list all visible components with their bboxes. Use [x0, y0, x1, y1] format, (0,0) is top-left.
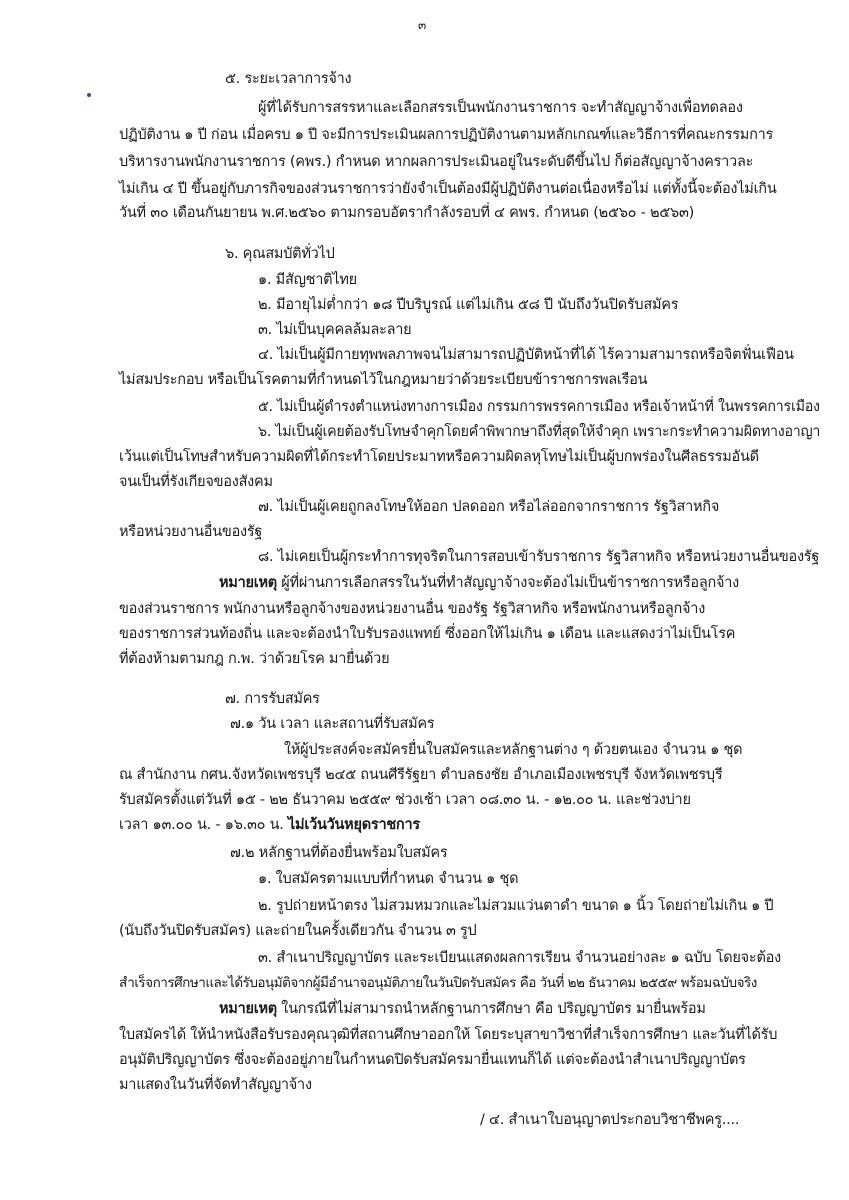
note-label: หมายเหตุ [219, 575, 277, 591]
section-6-item: ๑. มีสัญชาติไทย [258, 272, 357, 288]
margin-dot [87, 93, 91, 97]
section-6-item: หรือหน่วยงานอื่นของรัฐ [119, 524, 263, 540]
section-5-line: ปฏิบัติงาน ๑ ปี ก่อน เมื่อครบ ๑ ปี จะมีการประเมินผลการปฏิบัติงานตามหลักเกณฑ์และวิธีการที่คณะกรรมการ [119, 127, 774, 143]
section-7-note-line: อนุมัติปริญญาบัตร ซึ่งจะต้องอยู่ภายในกำหนดปิดรับสมัครมายื่นแทนก็ได้ แต่จะต้องนำสำเนาปริญญาบัตร [119, 1052, 746, 1068]
section-7-2-item: (นับถึงวันปิดรับสมัคร) และถ่ายในครั้งเดียวกัน จำนวน ๓ รูป [119, 923, 477, 939]
section-7-note-line: มาแสดงในวันที่จัดทำสัญญาจ้าง [119, 1077, 312, 1093]
section-6-item: ๖. ไม่เป็นผู้เคยต้องรับโทษจำคุกโดยคำพิพากษาถึงที่สุดให้จำคุก เพราะกระทำความผิดทางอาญา [258, 424, 821, 440]
section-7-1-line: ให้ผู้ประสงค์จะสมัครยื่นใบสมัครและหลักฐานต่าง ๆ ด้วยตนเอง จำนวน ๑ ชุด [284, 742, 743, 758]
section-6-note [219, 573, 739, 593]
office-hours-text: เวลา ๑๓.๐๐ น. - ๑๖.๓๐ น. [119, 817, 289, 833]
section-7-2-item: ๑. ใบสมัครตามแบบที่กำหนด จำนวน ๑ ชุด [258, 871, 519, 887]
section-6-item: เว้นแต่เป็นโทษสำหรับความผิดที่ได้กระทำโดยประมาทหรือความผิดลหุโทษไม่เป็นผู้บกพร่องในศีลธรรมอันดี [119, 449, 759, 465]
section-5-line: บริหารงานพนักงานราชการ (คพร.) กำหนด หากผลการประเมินอยู่ในระดับดีขึ้นไป ก็ต่อสัญญาจ้างคราวละ [119, 154, 754, 170]
note-text: ผู้ที่ผ่านการเลือกสรรในวันที่ทำสัญญาจ้างจะต้องไม่เป็นข้าราชการหรือลูกจ้าง [281, 575, 739, 591]
page-number: ๓ [418, 18, 427, 32]
section-7-note [219, 999, 706, 1019]
section-6-item: ๒. มีอายุไม่ต่ำกว่า ๑๘ ปีบริบูรณ์ แต่ไม่เกิน ๕๘ ปี นับถึงวันปิดรับสมัคร [258, 297, 679, 313]
note-text: ในกรณีที่ไม่สามารถนำหลักฐานการศึกษา คือ ปริญญาบัตร มายื่นพร้อม [281, 1001, 706, 1017]
section-6-note-line: ของราชการส่วนท้องถิ่น และจะต้องนำใบรับรองแพทย์ ซึ่งออกให้ไม่เกิน ๑ เดือน และแสดงว่าไม่เป็นโรค [119, 626, 736, 642]
section-6-item: ๔. ไม่เป็นผู้มีกายทุพพลภาพจนไม่สามารถปฏิบัติหน้าที่ได้ ไร้ความสามารถหรือจิตฟั่นเฟือน [258, 347, 794, 363]
section-6-item: ไม่สมประกอบ หรือเป็นโรคตามที่กำหนดไว้ในกฎหมายว่าด้วยระเบียบข้าราชการพลเรือน [119, 372, 648, 388]
section-6-heading: ๖. คุณสมบัติทั่วไป [225, 246, 335, 262]
section-5-line: ไม่เกิน ๔ ปี ขึ้นอยู่กับภารกิจของส่วนราชการว่ายังจำเป็นต้องมีผู้ปฏิบัติงานต่อเนื่องหรือไม่ แต่ทั้งนี้จะต้องไม่เกิน [119, 181, 777, 197]
section-7-2-item: ๒. รูปถ่ายหน้าตรง ไม่สวมหมวกและไม่สวมแว่นตาดำ ขนาด ๑ นิ้ว โดยถ่ายไม่เกิน ๑ ปี [258, 898, 774, 914]
section-7-note-line: ใบสมัครได้ ให้นำหนังสือรับรองคุณวุฒิที่สถานศึกษาออกให้ โดยระบุสาขาวิชาที่สำเร็จการศึกษา และวันที่ได้รับ [119, 1027, 778, 1043]
section-5-heading: ๕. ระยะเวลาการจ้าง [225, 71, 352, 87]
section-6-item: ๓. ไม่เป็นบุคคลล้มละลาย [258, 322, 412, 338]
section-7-2-item: สำเร็จการศึกษาและได้รับอนุมัติจากผู้มีอำนาจอนุมัติภายในวันปิดรับสมัคร คือ วันที่ ๒๒ ธันวาคม ๒๕๕๙ พร้อมฉบับจริง [119, 975, 757, 991]
section-7-heading: ๗. การรับสมัคร [225, 691, 320, 707]
section-5-line: ผู้ที่ได้รับการสรรหาและเลือกสรรเป็นพนักงานราชการ จะทำสัญญาจ้างเพื่อทดลอง [258, 100, 743, 116]
section-6-item: ๗. ไม่เป็นผู้เคยถูกลงโทษให้ออก ปลดออก หรือไล่ออกจากราชการ รัฐวิสาหกิจ [258, 499, 720, 515]
section-7-1-line: รับสมัครตั้งแต่วันที่ ๑๕ - ๒๒ ธันวาคม ๒๕๕๙ ช่วงเช้า เวลา ๐๘.๓๐ น. - ๑๒.๐๐ น. และช่วงบ่าย [119, 792, 691, 808]
continuation-footer: / ๔. สำเนาใบอนุญาตประกอบวิชาชีพครู.... [480, 1112, 740, 1128]
section-6-note-line: ของส่วนราชการ พนักงานหรือลูกจ้างของหน่วยงานอื่น ของรัฐ รัฐวิสาหกิจ หรือพนักงานหรือลูกจ้าง [119, 601, 706, 617]
section-7-2-item: ๓. สำเนาปริญญาบัตร และระเบียนแสดงผลการเรียน จำนวนอย่างละ ๑ ฉบับ โดยจะต้อง [258, 950, 781, 966]
section-6-item: ๕. ไม่เป็นผู้ดำรงตำแหน่งทางการเมือง กรรมการพรรคการเมือง หรือเจ้าหน้าที่ ในพรรคการเมือง [258, 399, 820, 415]
note-label: หมายเหตุ [219, 1001, 277, 1017]
section-5-line: วันที่ ๓๐ เดือนกันยายน พ.ศ.๒๕๖๐ ตามกรอบอัตรากำลังรอบที่ ๔ คพร. กำหนด (๒๕๖๐ - ๒๕๖๓) [119, 205, 695, 221]
section-7-1-line [119, 815, 420, 835]
no-holiday-break: ไม่เว้นวันหยุดราชการ [288, 817, 420, 833]
section-7-2-heading: ๗.๒ หลักฐานที่ต้องยื่นพร้อมใบสมัคร [230, 845, 448, 861]
section-7-1-heading: ๗.๑ วัน เวลา และสถานที่รับสมัคร [230, 716, 435, 732]
section-6-note-line: ที่ต้องห้ามตามกฎ ก.พ. ว่าด้วยโรค มายื่นด้วย [119, 651, 390, 667]
section-7-1-line: ณ สำนักงาน กศน.จังหวัดเพชรบุรี ๒๔๕ ถนนศีรีรัฐยา ตำบลธงชัย อำเภอเมืองเพชรบุรี จังหวัดเพชรบุรี [119, 767, 723, 783]
section-6-item: ๘. ไม่เคยเป็นผู้กระทำการทุจริตในการสอบเข้ารับราชการ รัฐวิสาหกิจ หรือหน่วยงานอื่นของรัฐ [258, 549, 820, 565]
section-6-item: จนเป็นที่รังเกียจของสังคม [119, 474, 273, 490]
